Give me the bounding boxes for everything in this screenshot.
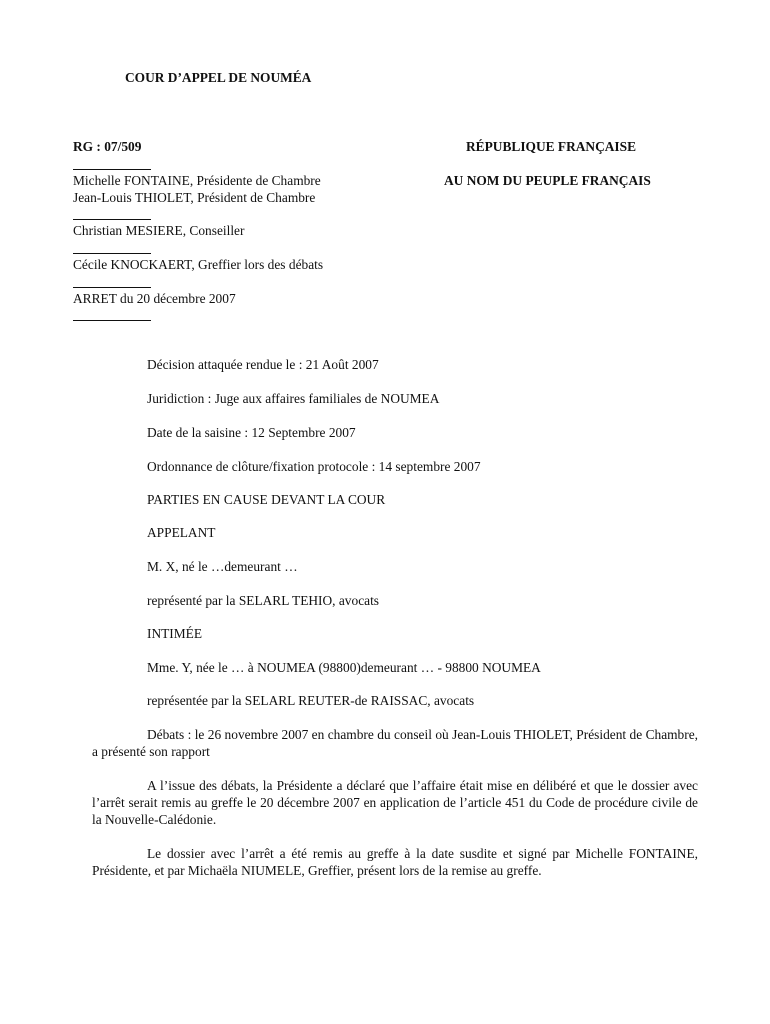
separator-rule bbox=[73, 169, 151, 170]
case-number: RG : 07/509 bbox=[73, 139, 142, 154]
deliberation-text: A l’issue des débats, la Présidente a déclaré que l’affaire était mise en délibéré et que le dossier avec l’arrêt serait remis au greffe le 20 décembre 2007 en application de l’article 451 du Code de procédure civile de la Nouvelle-Calédonie. bbox=[92, 778, 698, 827]
deliberation-paragraph bbox=[92, 777, 698, 828]
arret-date: ARRET du 20 décembre 2007 bbox=[73, 291, 236, 306]
republic-heading: RÉPUBLIQUE FRANÇAISE bbox=[466, 139, 637, 154]
signature-paragraph bbox=[92, 845, 698, 879]
appelant-identity: M. X, né le …demeurant … bbox=[147, 559, 298, 574]
juridiction: Juridiction : Juge aux affaires familiales de NOUMEA bbox=[147, 391, 440, 406]
appelant-counsel: représenté par la SELARL TEHIO, avocats bbox=[147, 593, 380, 608]
intimee-counsel: représentée par la SELARL REUTER-de RAISSAC, avocats bbox=[147, 693, 475, 708]
court-title: COUR D’APPEL DE NOUMÉA bbox=[125, 70, 312, 85]
separator-rule bbox=[73, 219, 151, 220]
judge-president: Michelle FONTAINE, Présidente de Chambre bbox=[73, 173, 321, 188]
decision-date: Décision attaquée rendue le : 21 Août 2007 bbox=[147, 357, 379, 372]
judge-rapporteur: Jean-Louis THIOLET, Président de Chambre bbox=[73, 190, 316, 205]
greffier: Cécile KNOCKAERT, Greffier lors des débats bbox=[73, 257, 324, 272]
appelant-heading: APPELANT bbox=[147, 525, 216, 540]
debats-paragraph bbox=[92, 726, 698, 760]
signature-text: Le dossier avec l’arrêt a été remis au greffe à la date susdite et signé par Michelle FONTAINE, Présidente, et par Michaëla NIUMELE, Greffier, présent lors de la remise au greffe. bbox=[92, 846, 698, 878]
debats-text: Débats : le 26 novembre 2007 en chambre du conseil où Jean-Louis THIOLET, Président de Chambre, a présenté son rapport bbox=[92, 727, 698, 759]
separator-rule bbox=[73, 320, 151, 321]
ordonnance-cloture: Ordonnance de clôture/fixation protocole : 14 septembre 2007 bbox=[147, 459, 481, 474]
judge-conseiller: Christian MESIERE, Conseiller bbox=[73, 223, 245, 238]
intimee-heading: INTIMÉE bbox=[147, 626, 203, 641]
saisine-date: Date de la saisine : 12 Septembre 2007 bbox=[147, 425, 356, 440]
intimee-identity: Mme. Y, née le … à NOUMEA (98800)demeurant … - 98800 NOUMEA bbox=[147, 660, 541, 675]
separator-rule bbox=[73, 287, 151, 288]
parties-heading: PARTIES EN CAUSE DEVANT LA COUR bbox=[147, 492, 386, 507]
au-nom-heading: AU NOM DU PEUPLE FRANÇAIS bbox=[444, 173, 651, 188]
separator-rule bbox=[73, 253, 151, 254]
